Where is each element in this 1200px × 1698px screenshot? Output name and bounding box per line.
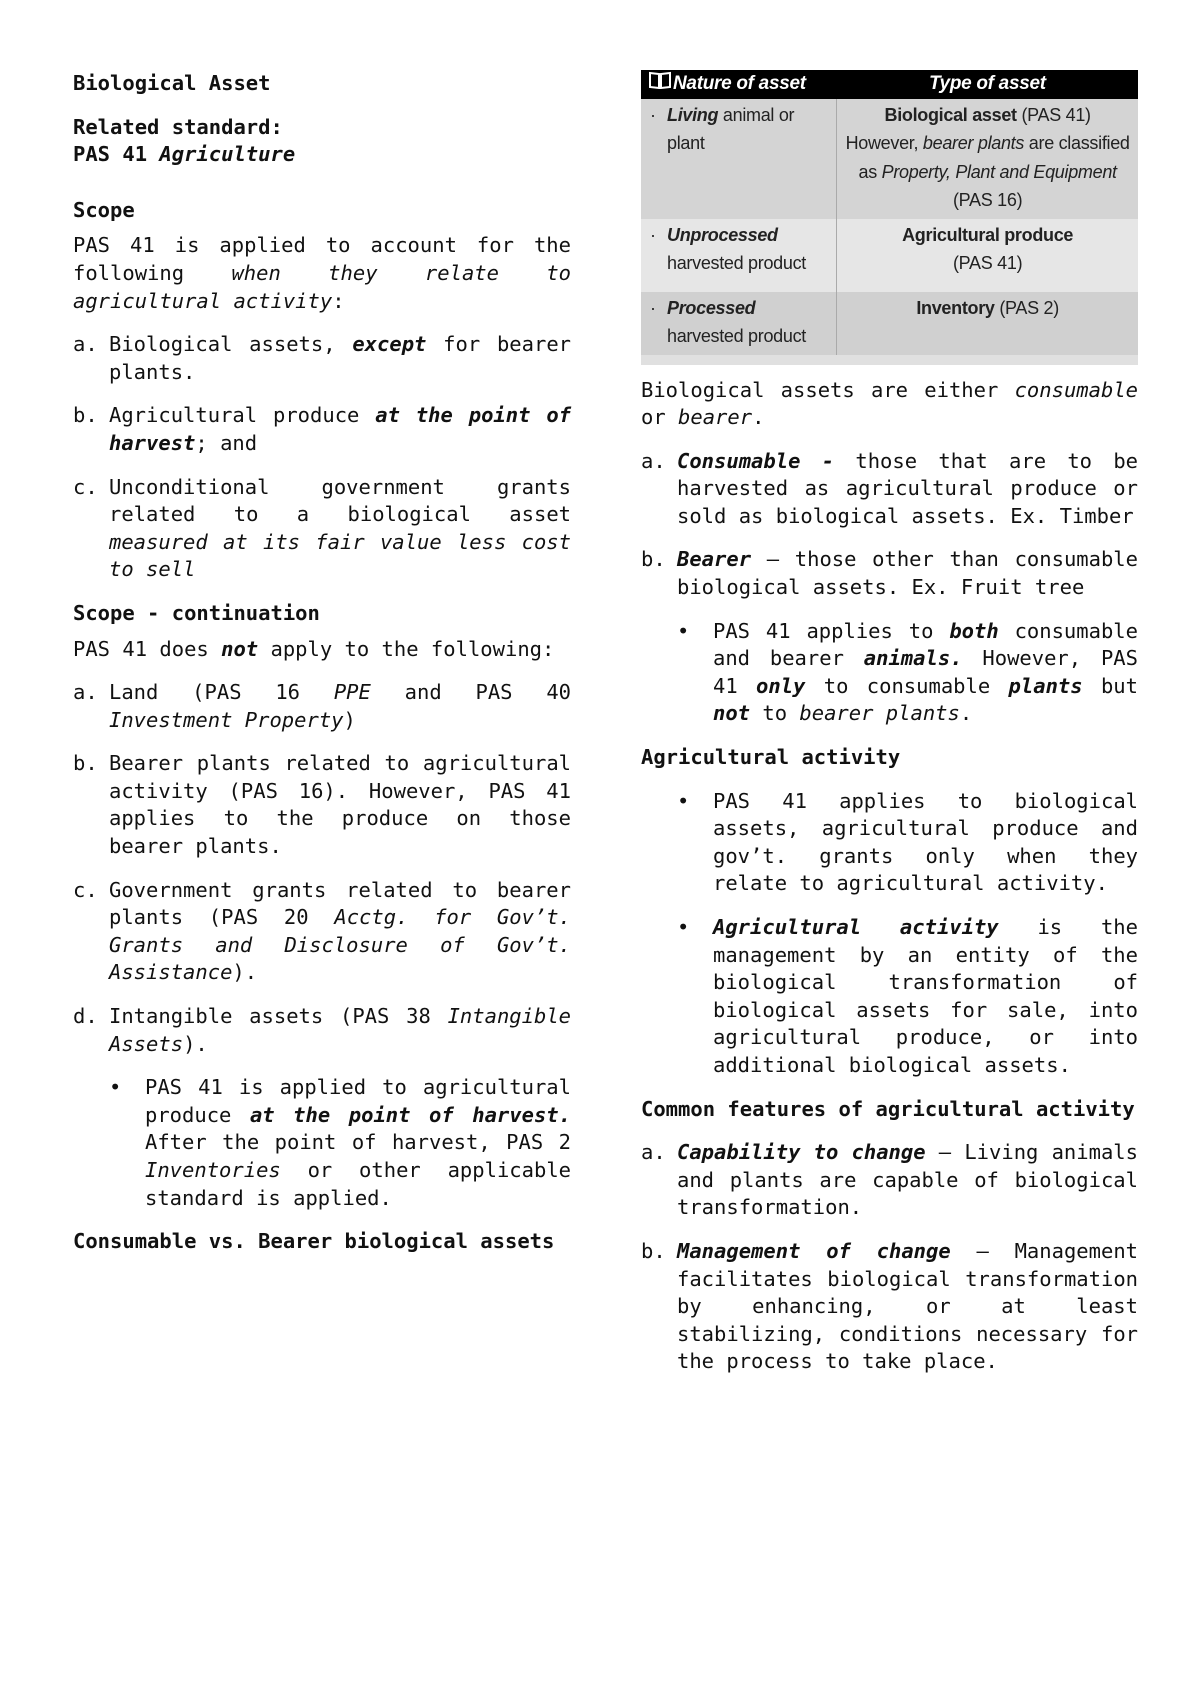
consumable-vs-bearer-heading: Consumable vs. Bearer biological assets xyxy=(73,1229,555,1254)
table-row: · Living animal or plant Biological asset (PAS 41) However, bearer plants are classified as Property, Plant and Equipment (PAS 16) xyxy=(641,99,1138,219)
common-features-heading: Common features of agricultural activity xyxy=(641,1096,1135,1121)
scope-item-c: c. Unconditional government grants related to a biological asset measured at its fair value less cost to sell xyxy=(73,474,571,582)
col-nature-of-asset: Nature of asset xyxy=(673,73,806,94)
feature-item-a: a. Capability to change – Living animals and plants are capable of biological transformation. xyxy=(641,1140,1138,1220)
scope-heading: Scope xyxy=(73,197,135,222)
scope-continuation-heading: Scope - continuation xyxy=(73,600,320,625)
scope-item-b: b. Agricultural produce at the point of harvest; and xyxy=(73,403,571,455)
agricultural-bullet-2: • Agricultural activity is the management by an entity of the biological transformation of biological assets for sale, into agricultural produce, or into additional biological assets. xyxy=(677,914,1138,1080)
table-footer-bar xyxy=(641,355,1138,365)
scope-item-a: a. Biological assets, except for bearer plants. xyxy=(73,332,572,384)
bullet-icon: • xyxy=(109,1075,122,1100)
exclusion-item-b: b. Bearer plants related to agricultural activity (PAS 16). However, PAS 41 applies to the produce on those bearer plants. xyxy=(73,751,571,859)
table-row: · Unprocessed harvested product Agricultural produce (PAS 41) xyxy=(641,219,1138,292)
agricultural-bullet-1: • PAS 41 applies to biological assets, agricultural produce and gov’t. grants only when they relate to agricultural activity. xyxy=(677,788,1138,898)
scope-intro: PAS 41 is applied to account for the following when they relate to agricultural activity: xyxy=(73,233,572,313)
book-icon xyxy=(649,70,673,99)
exclusion-item-a: a. Land (PAS 16 PPE and PAS 40 Investment Property) xyxy=(73,680,571,732)
bullet-icon: • xyxy=(677,618,690,643)
left-column xyxy=(73,70,571,1256)
table-row: · Processed harvested product Inventory (PAS 2) xyxy=(641,292,1138,355)
bullet-icon: • xyxy=(677,915,690,939)
feature-item-b: b. Management of change – Management facilitates biological transformation by enhancing, or at least stabilizing, conditions necessary for the process to take place. xyxy=(641,1238,1139,1374)
exclusion-item-d: d. Intangible assets (PAS 38 Intangible Assets). xyxy=(73,1004,571,1056)
related-standard: PAS 41 Agriculture xyxy=(73,142,296,167)
right-text xyxy=(641,377,1138,1376)
related-standard-label: Related standard: xyxy=(73,114,283,139)
bullet-icon: • xyxy=(677,788,690,813)
page-title: Biological Asset xyxy=(73,71,271,95)
harvest-bullet: • PAS 41 is applied to agricultural produce at the point of harvest. After the point of harvest, PAS 2 Inventories or other applicable standard is applied. xyxy=(109,1074,571,1212)
agricultural-activity-heading: Agricultural activity xyxy=(641,745,901,770)
right-column xyxy=(641,70,1138,1392)
bearer-item: b. Bearer – those other than consumable biological assets. Ex. Fruit tree xyxy=(641,547,1138,600)
consumable-bearer-intro: Biological assets are either consumable or bearer. xyxy=(641,377,1138,430)
animals-plants-bullet: • PAS 41 applies to both consumable and bearer animals. However, PAS 41 only to consumable plants but not to bearer plants. xyxy=(677,618,1138,728)
asset-type-table xyxy=(641,70,1138,355)
table-header-row xyxy=(641,70,1138,99)
exclusion-item-c: c. Government grants related to bearer plants (PAS 20 Acctg. for Gov’t. Grants and Disclosure of Gov’t. Assistance). xyxy=(73,877,571,985)
col-type-of-asset: Type of asset xyxy=(837,70,1138,99)
consumable-item: a. Consumable - those that are to be harvested as agricultural produce or sold as biological assets. Ex. Timber xyxy=(641,448,1138,528)
scope-continuation-intro: PAS 41 does not apply to the following: xyxy=(73,636,555,661)
